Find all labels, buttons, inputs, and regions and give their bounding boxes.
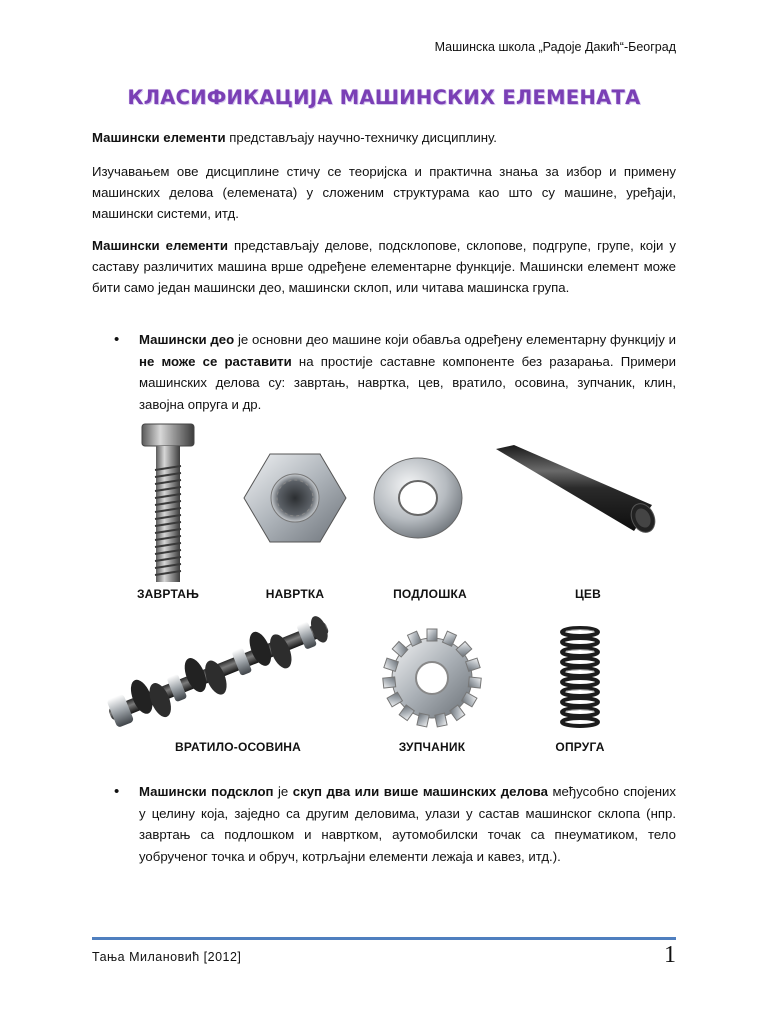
bullet-subassembly-text-1: је [273, 784, 293, 799]
caption-gear: ЗУПЧАНИК [398, 740, 466, 754]
term-cannot-disassemble: не може се раставити [139, 353, 292, 369]
spring-image [556, 626, 604, 734]
paragraph-study: Изучавањем ове дисциплине стичу се теоријска и практична знања за избор и примену машинских делова (елемената) у сложеним структурама као што су машине, уређаји, машински системи, итд. [92, 164, 676, 221]
caption-spring: ОПРУГА [555, 740, 605, 754]
bullet-machine-part [139, 329, 676, 415]
paragraph-intro-text: представљају научно-техничку дисциплину. [225, 130, 497, 145]
footer-author: Тања Милановић [2012] [92, 950, 242, 964]
page-number: 1 [664, 942, 676, 968]
bullet-marker: • [114, 331, 120, 348]
term-machine-elements-2: Машински елементи [92, 238, 228, 253]
caption-shaft: ВРАТИЛО-ОСОВИНА [174, 740, 302, 754]
paragraph-intro [92, 127, 676, 148]
term-machine-elements: Машински елементи [92, 130, 226, 145]
paragraph-definition [92, 235, 676, 298]
term-machine-part: Машински део [139, 332, 235, 347]
caption-nut: НАВРТКА [265, 587, 325, 601]
gear-image [382, 622, 482, 734]
caption-bolt: ЗАВРТАЊ [136, 587, 200, 601]
page-title: КЛАСИФИКАЦИЈА МАШИНСКИХ ЕЛЕМЕНАТА [127, 86, 641, 109]
pipe-image [492, 445, 658, 540]
header-school-name: Машинска школа „Радоје Дакић“-Београд [434, 40, 676, 54]
bullet-subassembly-text-2: међусобно спојених у целину која, заједно са другим деловима, улази у састав машинског склопа (нпр. завртањ са подлошком и навртком, аутомобилски точак са пнеуматиком, тело уобрученог точка и обруч, котрљајни елементи лежаја и кавез, итд.). [139, 784, 676, 864]
term-set-of-parts: скуп два или више машинских делова [292, 784, 548, 799]
term-subassembly: Машински подсклоп [139, 784, 274, 799]
bolt-image [136, 420, 200, 585]
footer-rule [92, 937, 676, 940]
bullet-machine-part-text-2: на простије саставне компоненте без разарања. Примери машинских делова су: завртањ, навртка, цев, вратило, осовина, зупчаник, клин, завојна опруга и др. [139, 353, 677, 412]
caption-pipe: ЦЕВ [574, 587, 602, 601]
caption-washer: ПОДЛОШКА [393, 587, 467, 601]
bullet-machine-part-text-1: је основни део машине који обавља одређену елементарну функцију и [234, 332, 676, 347]
camshaft-image [98, 610, 340, 735]
bullet-subassembly [139, 781, 676, 867]
washer-image [366, 448, 471, 548]
bullet-marker-2: • [114, 783, 120, 800]
nut-image [240, 448, 350, 548]
paragraph-definition-text: представљају делове, подсклопове, склопове, подгрупе, групе, који у саставу различитих машина врше одређене елементарне функције. Машински елемент може бити само један машински део, машински склоп, или читава машинска група. [92, 238, 676, 295]
